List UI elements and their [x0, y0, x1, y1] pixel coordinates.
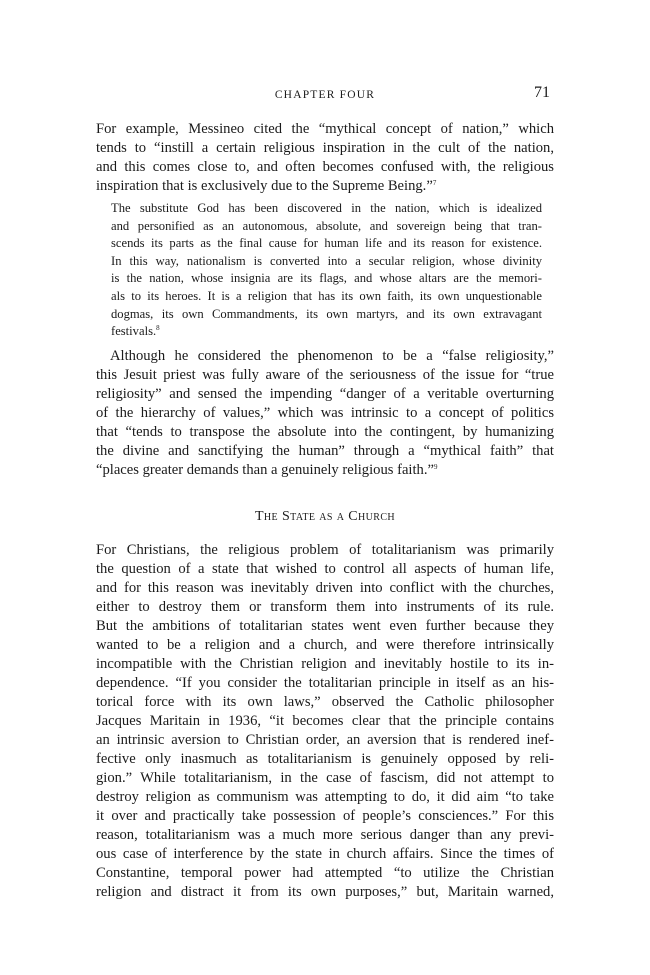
footnote-ref: 7: [432, 179, 437, 187]
text-line: an intrinsic aversion to Christian order, an aversion that is rendered inef-: [96, 732, 554, 748]
paragraph-3: [96, 541, 554, 902]
quote-line: festivals.: [111, 324, 157, 339]
text-line: this Jesuit priest was fully aware of the seriousness of the issue for “true: [96, 367, 554, 383]
text-line: For Christians, the religious problem of totalitarianism was primarily: [96, 542, 554, 558]
text-line: Although he considered the phenomenon to be a “false religiosity,”: [110, 348, 554, 364]
text-line: “places greater demands than a genuinely religious faith.”: [96, 462, 434, 478]
chapter-title: CHAPTER FOUR: [274, 89, 376, 101]
text-line: For example, Messineo cited the “mythical concept of nation,” which: [96, 121, 554, 137]
text-line: destroy religion as communism was attempting to do, it did aim “to take: [96, 789, 554, 805]
text-line: But the ambitions of totalitarian states went even further because they: [96, 618, 554, 634]
text-line: fective only inasmuch as totalitarianism is genuinely opposed by reli-: [96, 751, 554, 767]
quote-line: als to its heroes. It is a religion that has its own faith, its own unquestionable: [111, 288, 542, 303]
quote-line: scends its parts as the final cause for human life and its reason for existence.: [111, 236, 542, 251]
text-line: tends to “instill a certain religious inspiration in the cult of the nation,: [96, 140, 554, 156]
text-line: Constantine, temporal power had attempted “to utilize the Christian: [96, 865, 554, 881]
text-line-last: [96, 461, 554, 480]
text-line: religion and distract it from its own purposes,” but, Maritain warned,: [96, 884, 554, 900]
section-heading: The State as a Church: [254, 509, 396, 524]
text-line: incompatible with the Christian religion and inevitably hostile to its in-: [96, 656, 554, 672]
text-line: the divine and sanctifying the human” through a “mythical faith” that: [96, 443, 554, 459]
text-line-last: [96, 177, 554, 196]
text-line: inspiration that is exclusively due to the Supreme Being.”: [96, 178, 433, 194]
text-line: and this comes close to, and often becomes confused with, the religious: [96, 159, 554, 175]
quote-line-last: [111, 323, 542, 341]
quote-line: is the nation, whose insignia are its flags, and whose altars are the memori-: [111, 271, 542, 286]
paragraph-2: [96, 347, 554, 480]
text-line: religiosity” and sensed the impending “danger of a veritable overturning: [96, 386, 554, 402]
quote-line: The substitute God has been discovered in the nation, which is idealized: [111, 201, 542, 215]
text-line: torical force with its own laws,” observed the Catholic philosopher: [96, 694, 554, 710]
text-line: Jacques Maritain in 1936, “it becomes clear that the principle contains: [96, 713, 554, 729]
text-line: the question of a state that wished to control all aspects of human life,: [96, 561, 554, 577]
paragraph-1: [96, 120, 554, 196]
quote-line: In this way, nationalism is converted into a secular religion, whose divinity: [111, 253, 542, 268]
block-quote: [111, 200, 542, 341]
page-number: 71: [534, 84, 550, 101]
text-line: of the hierarchy of values,” which was intrinsic to a concept of politics: [96, 405, 554, 421]
text-line: wanted to be a religion and a church, and were therefore intrinsically: [96, 637, 554, 653]
text-line: gion.” While totalitarianism, in the case of fascism, did not attempt to: [96, 770, 554, 786]
footnote-ref: 8: [156, 324, 160, 333]
quote-line: dogmas, its own Commandments, its own martyrs, and its own extravagant: [111, 306, 542, 321]
text-line: either to destroy them or transform them into instruments of its rule.: [96, 599, 554, 615]
text-line: it over and practically take possession of people’s consciences.” For this: [96, 808, 554, 824]
text-line: reason, totalitarianism was a much more serious danger than any previ-: [96, 827, 554, 843]
text-line: and for this reason was inevitably driven into conflict with the churches,: [96, 580, 554, 596]
text-line: dependence. “If you consider the totalitarian principle in itself as an his-: [96, 675, 554, 691]
quote-line: and personified as an autonomous, absolute, and sovereign being that tran-: [111, 218, 542, 233]
text-line: ous case of interference by the state in church affairs. Since the times of: [96, 846, 554, 862]
running-head: [96, 86, 554, 106]
text-line: that “tends to transpose the absolute into the contingent, by humanizing: [96, 424, 554, 440]
footnote-ref: 9: [433, 463, 438, 471]
